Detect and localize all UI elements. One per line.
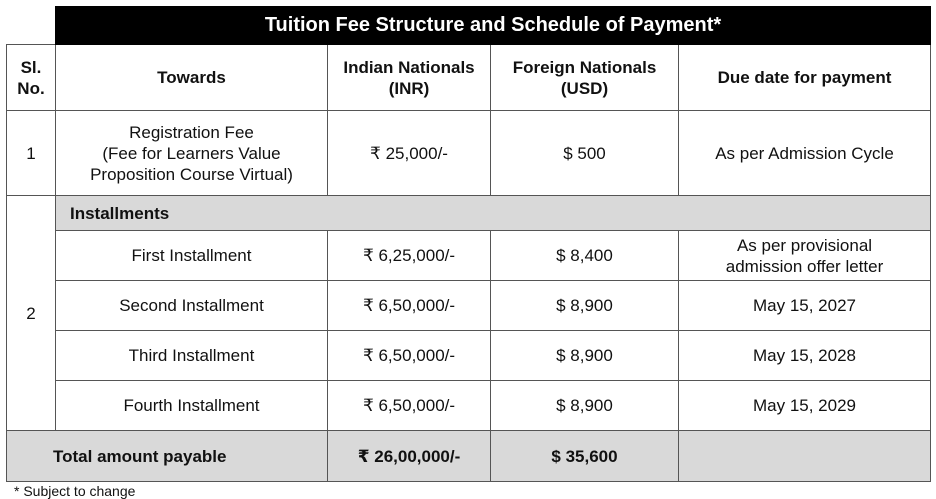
header-sl: Sl. No. bbox=[7, 45, 56, 111]
total-indian: ₹ 26,00,000/- bbox=[328, 431, 491, 482]
due-line: admission offer letter bbox=[725, 256, 884, 276]
installments-heading: Installments bbox=[56, 196, 931, 231]
row-towards: Fourth Installment bbox=[56, 381, 328, 431]
row-indian: ₹ 6,50,000/- bbox=[328, 331, 491, 381]
row-foreign: $ 500 bbox=[491, 111, 679, 196]
total-row bbox=[7, 431, 931, 482]
row-due: May 15, 2029 bbox=[679, 381, 931, 431]
header-foreign: Foreign Nationals (USD) bbox=[491, 45, 679, 111]
row-sl: 2 bbox=[7, 196, 56, 431]
table-row bbox=[7, 331, 931, 381]
header-due: Due date for payment bbox=[679, 45, 931, 111]
row-towards: Third Installment bbox=[56, 331, 328, 381]
row-sl: 1 bbox=[7, 111, 56, 196]
towards-line: Registration Fee bbox=[129, 122, 254, 142]
total-label: Total amount payable bbox=[7, 431, 328, 482]
table-row bbox=[7, 381, 931, 431]
row-foreign: $ 8,900 bbox=[491, 331, 679, 381]
row-indian: ₹ 6,25,000/- bbox=[328, 231, 491, 281]
footnote: * Subject to change bbox=[14, 483, 136, 499]
row-foreign: $ 8,900 bbox=[491, 381, 679, 431]
installments-heading-row bbox=[7, 196, 931, 231]
row-towards bbox=[56, 111, 328, 196]
table-row bbox=[7, 281, 931, 331]
row-foreign: $ 8,900 bbox=[491, 281, 679, 331]
row-indian: ₹ 25,000/- bbox=[328, 111, 491, 196]
towards-line: Proposition Course Virtual) bbox=[90, 164, 293, 184]
row-due: As per Admission Cycle bbox=[679, 111, 931, 196]
due-line: As per provisional bbox=[736, 235, 873, 255]
row-due bbox=[679, 231, 931, 281]
fee-table bbox=[6, 6, 931, 482]
table-row bbox=[7, 231, 931, 281]
row-foreign: $ 8,400 bbox=[491, 231, 679, 281]
table-title: Tuition Fee Structure and Schedule of Payment* bbox=[56, 7, 931, 45]
row-due: May 15, 2028 bbox=[679, 331, 931, 381]
towards-line: (Fee for Learners Value bbox=[102, 143, 281, 163]
row-indian: ₹ 6,50,000/- bbox=[328, 381, 491, 431]
total-due bbox=[679, 431, 931, 482]
header-row bbox=[7, 45, 931, 111]
header-towards: Towards bbox=[56, 45, 328, 111]
header-indian: Indian Nationals (INR) bbox=[328, 45, 491, 111]
title-row bbox=[7, 7, 931, 45]
table-row bbox=[7, 111, 931, 196]
row-towards: Second Installment bbox=[56, 281, 328, 331]
row-towards: First Installment bbox=[56, 231, 328, 281]
total-foreign: $ 35,600 bbox=[491, 431, 679, 482]
row-indian: ₹ 6,50,000/- bbox=[328, 281, 491, 331]
row-due: May 15, 2027 bbox=[679, 281, 931, 331]
